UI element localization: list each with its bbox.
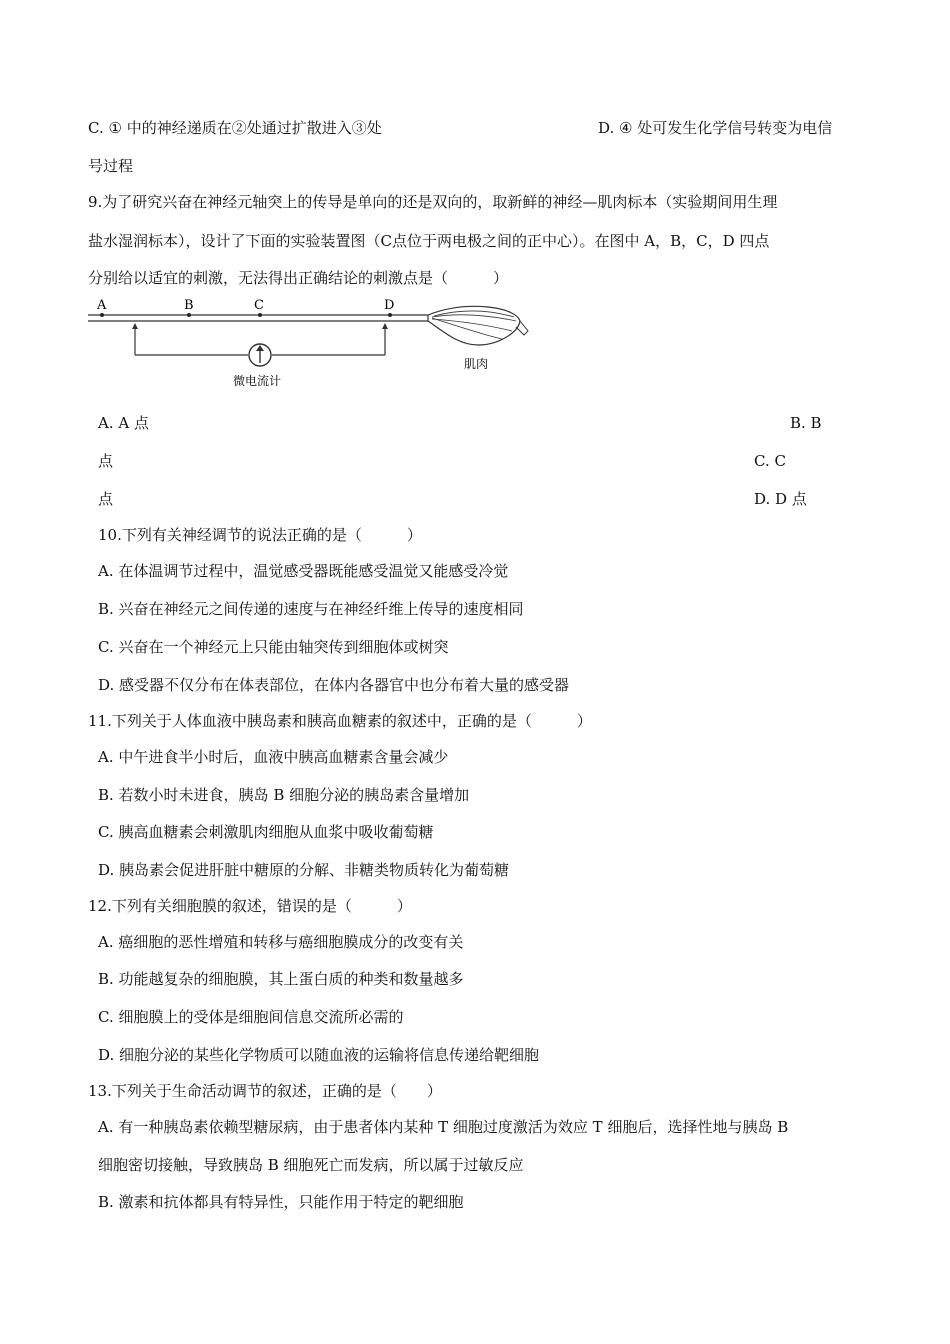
q10-option-c: C. 兴奋在一个神经元上只能由轴突传到细胞体或树突: [98, 638, 449, 656]
q13-option-b: B. 激素和抗体都具有特异性，只能作用于特定的靶细胞: [98, 1193, 464, 1211]
q8-option-d-continued: 号过程: [88, 157, 134, 175]
nerve-muscle-diagram: [88, 293, 538, 393]
q10-option-b: B. 兴奋在神经元之间传递的速度与在神经纤维上传导的速度相同: [98, 600, 524, 618]
point-c-dot: [258, 313, 262, 317]
q11-option-b: B. 若数小时未进食，胰岛 B 细胞分泌的胰岛素含量增加: [98, 786, 470, 804]
q8-option-c: C. ① 中的神经递质在②处通过扩散进入③处: [88, 119, 382, 137]
point-a-label: A: [97, 298, 107, 313]
point-d-dot: [388, 313, 392, 317]
point-b-dot: [187, 313, 191, 317]
q10-option-d: D. 感受器不仅分布在体表部位，在体内各器官中也分布着大量的感受器: [98, 676, 570, 694]
q9-stem-line-1: 9.为了研究兴奋在神经元轴突上的传导是单向的还是双向的，取新鲜的神经—肌肉标本（实验期间用生理: [88, 193, 778, 211]
q11-option-a: A. 中午进食半小时后，血液中胰高血糖素含量会减少: [98, 748, 449, 766]
q13-option-a: A. 有一种胰岛素依赖型糖尿病，由于患者体内某种 T 细胞过度激活为效应 T 细胞后，选择性地与胰岛 B: [98, 1118, 789, 1136]
point-d-label: D: [384, 298, 395, 313]
q12-stem: 12.下列有关细胞膜的叙述，错误的是（ ）: [88, 897, 412, 915]
galvanometer-label: 微电流计: [233, 374, 282, 388]
q10-option-a: A. 在体温调节过程中，温觉感受器既能感受温觉又能感受冷觉: [98, 562, 509, 580]
q12-option-c: C. 细胞膜上的受体是细胞间信息交流所必需的: [98, 1008, 404, 1026]
q12-option-a: A. 癌细胞的恶性增殖和转移与癌细胞膜成分的改变有关: [98, 933, 464, 951]
q13-stem: 13.下列关于生命活动调节的叙述，正确的是（ ）: [88, 1082, 442, 1100]
point-c-label: C: [254, 298, 264, 313]
q13-option-a-continued: 细胞密切接触，导致胰岛 B 细胞死亡而发病，所以属于过敏反应: [98, 1156, 524, 1174]
q9-option-d: D. D 点: [754, 490, 807, 508]
q9-option-b-continued: 点: [98, 452, 114, 470]
electrode-right-tip: [382, 323, 388, 329]
q12-option-d: D. 细胞分泌的某些化学物质可以随血液的运输将信息传递给靶细胞: [98, 1046, 540, 1064]
q9-option-c: C. C: [754, 452, 786, 470]
q9-stem-line-2: 盐水湿润标本），设计了下面的实验装置图（C点位于两电极之间的正中心）。在图中 A，B，C，D 四点: [88, 232, 770, 250]
muscle-label: 肌肉: [464, 357, 489, 371]
q11-option-c: C. 胰高血糖素会刺激肌肉细胞从血浆中吸收葡萄糖: [98, 823, 434, 841]
q9-stem-line-3: 分别给以适宜的刺激，无法得出正确结论的刺激点是（ ）: [88, 269, 509, 287]
q9-option-c-continued: 点: [98, 490, 114, 508]
point-a-dot: [100, 313, 104, 317]
q9-option-b: B. B: [790, 414, 822, 432]
q8-option-d: D. ④ 处可发生化学信号转变为电信: [598, 119, 833, 137]
q12-option-b: B. 功能越复杂的细胞膜，其上蛋白质的种类和数量越多: [98, 970, 464, 988]
q10-stem: 10.下列有关神经调节的说法正确的是（ ）: [98, 526, 422, 544]
point-b-label: B: [184, 298, 194, 313]
electrode-left-tip: [132, 323, 138, 329]
q9-option-a: A. A 点: [98, 414, 149, 432]
q11-stem: 11.下列关于人体血液中胰岛素和胰高血糖素的叙述中，正确的是（ ）: [88, 712, 592, 730]
muscle-icon: [428, 306, 520, 345]
q11-option-d: D. 胰岛素会促进肝脏中糖原的分解、非糖类物质转化为葡萄糖: [98, 861, 510, 879]
